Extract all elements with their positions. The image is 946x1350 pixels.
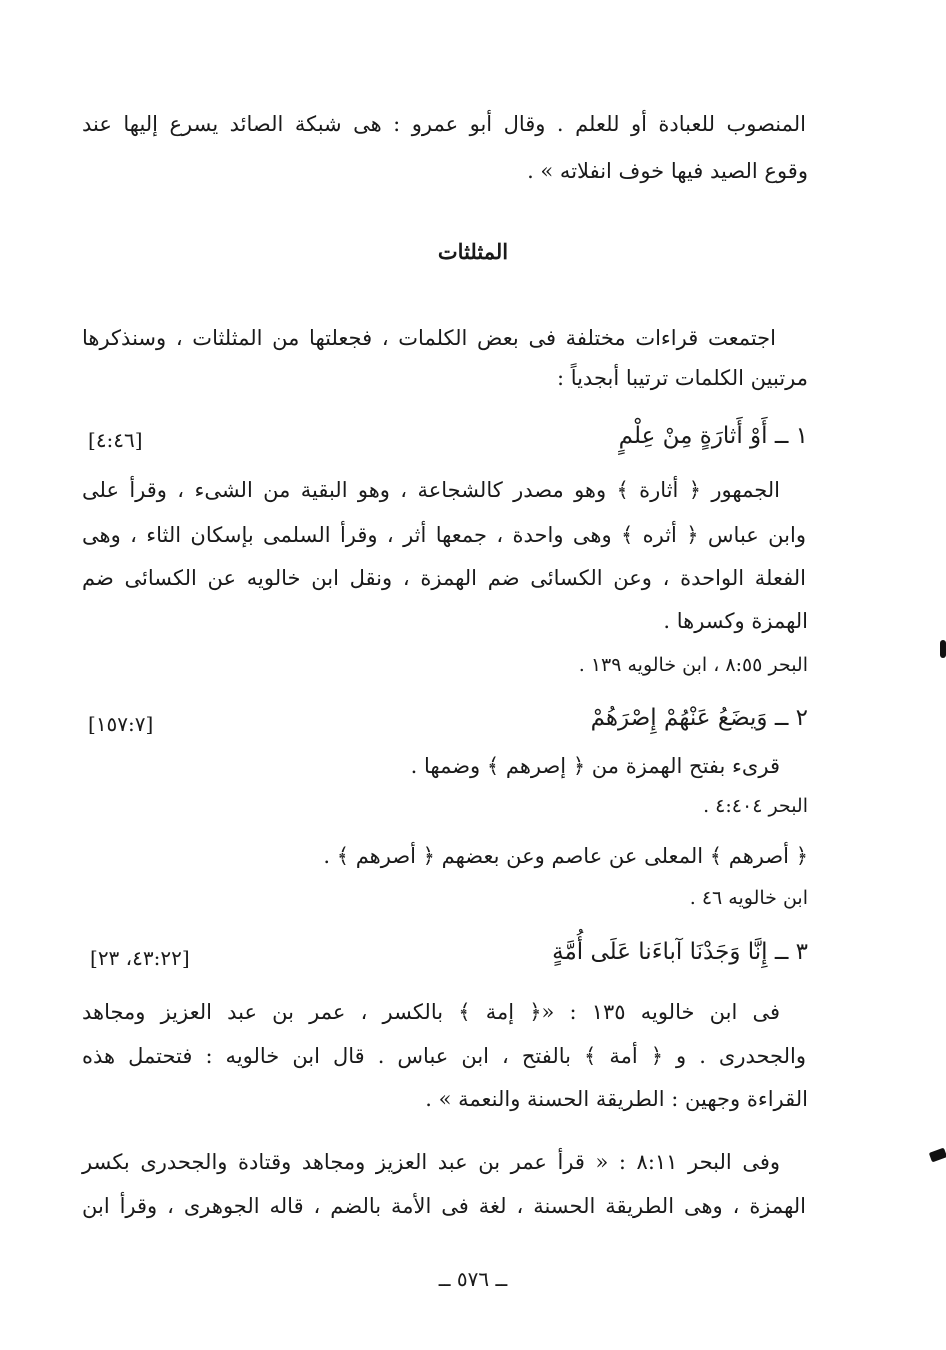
entry-3-line-b-1: وفى البحر ٨:١١ : « قرأ عمر بن عبد العزيز ومجاهد وقتادة والجحدرى بكسر xyxy=(82,1150,780,1174)
entry-3-line-2: والجحدرى . و ﴿ أمة ﴾ بالفتح ، ابن عباس . قال ابن خالويه : فتحتمل هذه xyxy=(82,1044,806,1068)
entry-1-line-4: الهمزة وكسرها . xyxy=(663,609,808,633)
entry-2-source-b: ابن خالويه ٤٦ . xyxy=(689,887,808,909)
scan-mark-lower xyxy=(929,1148,946,1163)
entry-2-heading: ٢ ــ وَيضَعُ عَنْهُمْ إِصْرَهُمْ xyxy=(590,705,808,731)
section-title: المثلثات xyxy=(437,239,509,264)
entry-1-line-2: وابن عباس ﴿ أثره ﴾ وهى واحدة ، جمعها أثر ، وقرأ السلمى بإسكان الثاء ، وهى xyxy=(82,523,806,547)
entry-3-heading: ٣ ــ إِنَّا وَجَدْنَا آباءَنا عَلَى أُمَّةٍ xyxy=(552,939,808,965)
scan-mark-upper xyxy=(940,640,946,658)
entry-2-line-b: ﴿ أصرهم ﴾ المعلى عن عاصم وعن بعضهم ﴿ أصرهم ﴾ . xyxy=(323,844,808,868)
entry-1-heading: ١ ــ أَوْ أَثارَةٍ مِنْ عِلْمٍ xyxy=(618,423,808,449)
entry-2-source: البحر ٤:٤٠٤ . xyxy=(703,795,808,817)
entry-1-ref: [٤:٤٦] xyxy=(88,428,143,452)
intro-line-2: وقوع الصيد فيها خوف انفلاته » . xyxy=(527,159,808,183)
entry-3-line-b-2: الهمزة ، وهى الطريقة الحسنة ، لغة فى الأمة بالضم ، قاله الجوهرى ، وقرأ ابن xyxy=(82,1194,806,1218)
page-number: ــ ٥٧٦ ــ xyxy=(438,1267,508,1291)
entry-3-ref: [٤٣:٢٢، ٢٣] xyxy=(90,946,190,970)
intro-line-1: المنصوب للعبادة أو للعلم . وقال أبو عمرو : هى شبكة الصائد يسرع إليها عند xyxy=(82,112,806,136)
entry-3-line-3: القراءة وجهين : الطريقة الحسنة والنعمة » . xyxy=(425,1087,808,1111)
entry-2-ref: [١٥٧:٧] xyxy=(88,712,154,736)
entry-1-source: البحر ٨:٥٥ ، ابن خالويه ١٣٩ . xyxy=(578,654,808,676)
section-para-line-1: اجتمعت قراءات مختلفة فى بعض الكلمات ، فجعلتها من المثلثات ، وسنذكرها xyxy=(82,326,776,350)
entry-1-line-1: الجمهور ﴿ أثارة ﴾ وهو مصدر كالشجاعة ، وهو البقية من الشىء ، وقرأ على xyxy=(82,478,780,502)
section-para-line-2: مرتبين الكلمات ترتيبا أبجدياً : xyxy=(556,366,808,390)
entry-2-line-1: قرىء بفتح الهمزة من ﴿ إصرهم ﴾ وضمها . xyxy=(410,754,780,778)
entry-3-line-1: فى ابن خالويه ١٣٥ : «﴿ إمة ﴾ بالكسر ، عمر بن عبد العزيز ومجاهد xyxy=(82,1000,780,1024)
entry-1-line-3: الفعلة الواحدة ، وعن الكسائى ضم الهمزة ، ونقل ابن خالويه عن الكسائى ضم xyxy=(82,566,806,590)
